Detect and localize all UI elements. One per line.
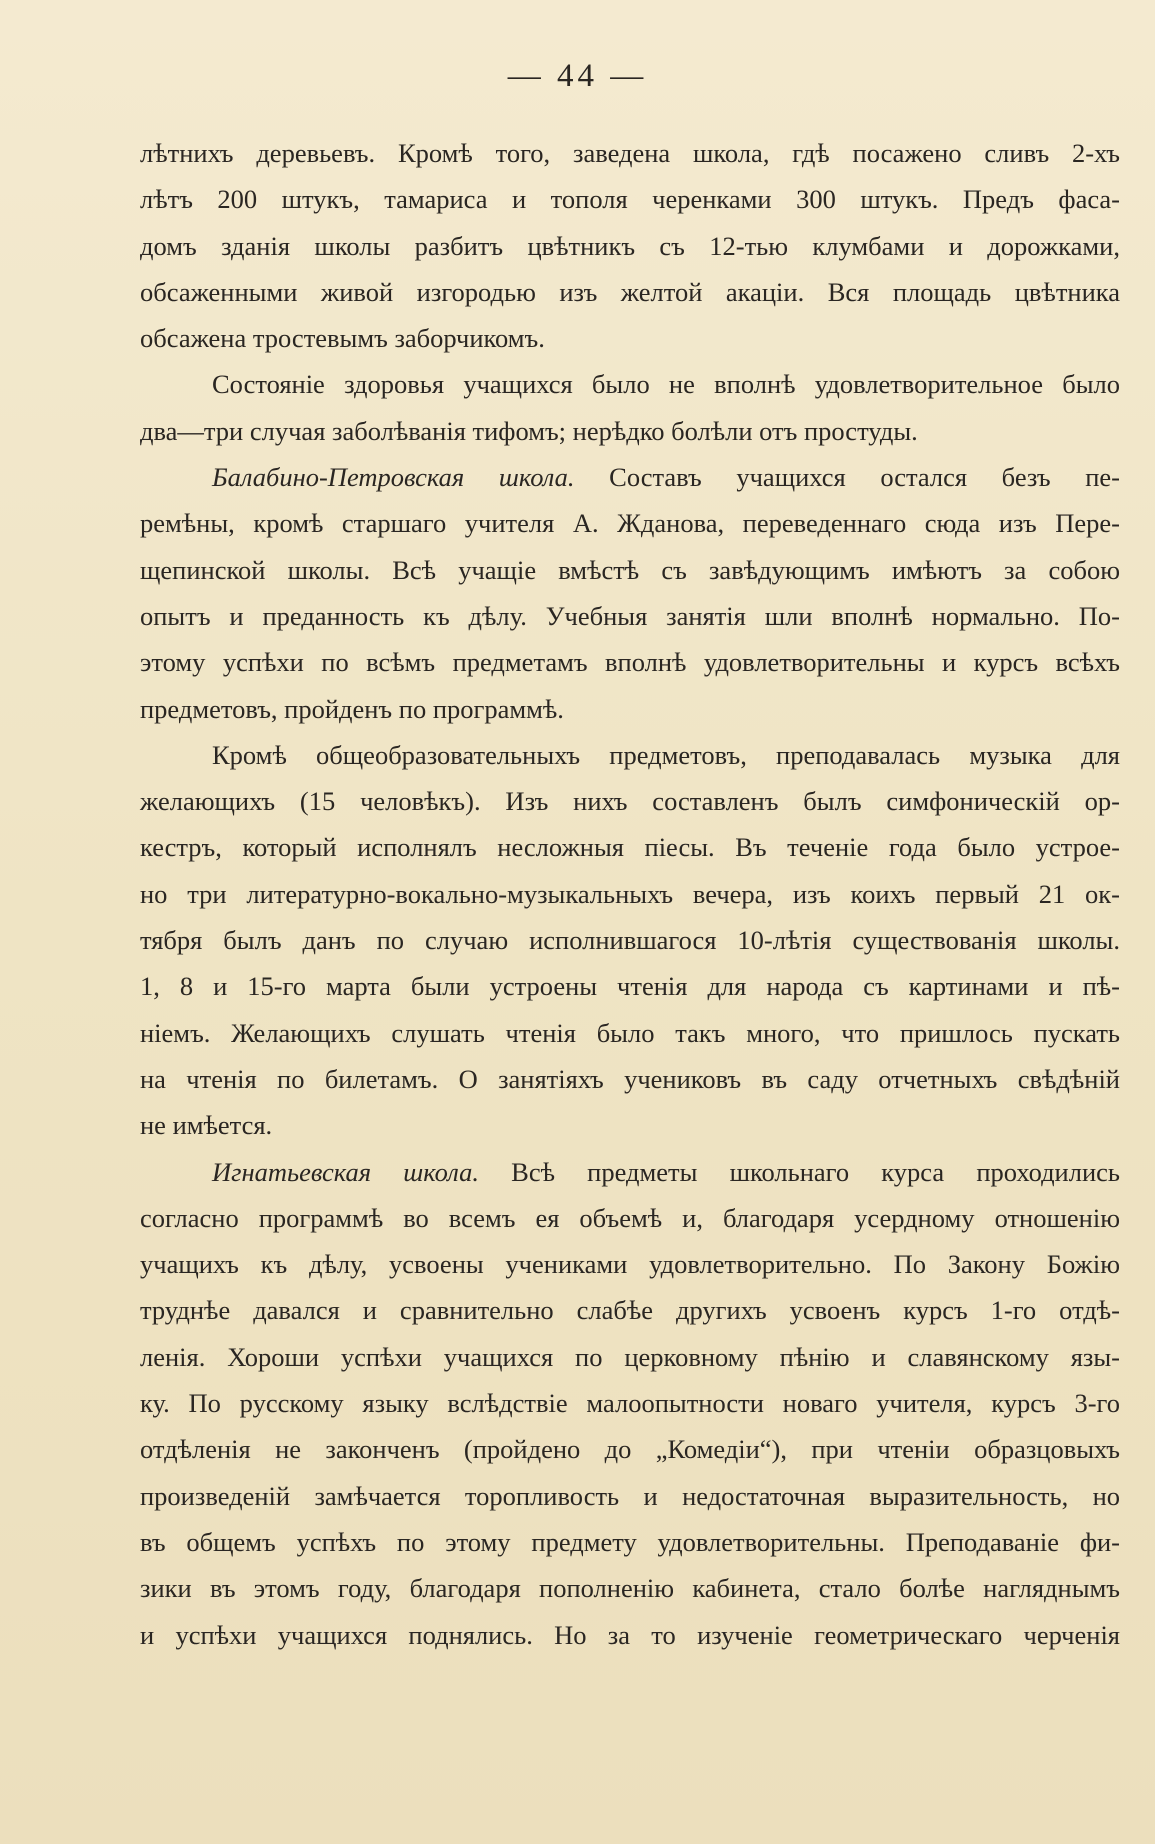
text-line [140, 1010, 1120, 1056]
line-text: Кромѣ общеобразовательныхъ предметовъ, преподавалась музыка для [212, 739, 1120, 770]
text-line [140, 1056, 1120, 1102]
line-text: желающихъ (15 человѣкъ). Изъ нихъ составленъ былъ симфоническій ор- [140, 786, 1120, 817]
text-line [140, 1473, 1120, 1519]
line-text: Всѣ предметы школьнаго курса проходились [478, 1156, 1120, 1187]
school-name-heading: Балабино-Петровская школа. [212, 462, 575, 493]
line-text: не имѣется. [140, 1110, 273, 1141]
text-line [140, 1195, 1120, 1241]
text-line [140, 1519, 1120, 1565]
text-line [140, 500, 1120, 546]
text-line [140, 1380, 1120, 1426]
line-text: ремѣны, кромѣ старшаго учителя А. Жданова, переведеннаго сюда изъ Пере- [140, 508, 1120, 539]
body-text [140, 130, 1120, 1658]
line-text: согласно программѣ во всемъ ея объемѣ и, благодаря усердному отношенію [140, 1202, 1120, 1233]
text-line [140, 408, 1120, 454]
line-text: лѣтнихъ деревьевъ. Кромѣ того, заведена школа, гдѣ посажено сливъ 2-хъ [140, 138, 1120, 168]
text-line [140, 1334, 1120, 1380]
line-text: зики въ этомъ году, благодаря пополненію кабинета, стало болѣе нагляднымъ [140, 1573, 1120, 1604]
line-text: предметовъ, пройденъ по программѣ. [140, 693, 564, 724]
line-text: щепинской школы. Всѣ учащіе вмѣстѣ съ завѣдующимъ имѣютъ за собою [140, 554, 1120, 585]
line-text: опытъ и преданность къ дѣлу. Учебныя занятія шли вполнѣ нормально. По- [140, 600, 1120, 631]
text-line [140, 454, 1120, 500]
line-text: и успѣхи учащихся поднялись. Но за то изученіе геометрическаго черченія [140, 1619, 1120, 1650]
text-line [140, 824, 1120, 870]
text-line [140, 130, 1120, 176]
text-line [140, 1287, 1120, 1333]
text-line [140, 223, 1120, 269]
line-text: отдѣленія не законченъ (пройдено до „Комедіи“), при чтеніи образцовыхъ [140, 1434, 1120, 1465]
text-line [140, 1426, 1120, 1472]
page-number: — 44 — [507, 58, 648, 94]
line-text: этому успѣхи по всѣмъ предметамъ вполнѣ удовлетворительны и курсъ всѣхъ [140, 647, 1120, 678]
text-line [140, 315, 1120, 361]
school-name-heading: Игнатьевская школа. [212, 1156, 479, 1187]
line-text: 1, 8 и 15-го марта были устроены чтенія для народа съ картинами и пѣ- [140, 971, 1120, 1002]
line-text: Составъ учащихся остался безъ пе- [574, 462, 1120, 493]
text-line [140, 361, 1120, 407]
line-text: ніемъ. Желающихъ слушать чтенія было такъ много, что пришлось пускать [140, 1017, 1120, 1048]
line-text: учащихъ къ дѣлу, усвоены учениками удовлетворительно. По Закону Божію [140, 1249, 1120, 1280]
text-line [140, 1102, 1120, 1148]
text-line [140, 547, 1120, 593]
line-text: въ общемъ успѣхъ по этому предмету удовлетворительны. Преподаваніе фи- [140, 1526, 1120, 1557]
text-line [140, 686, 1120, 732]
text-line [140, 269, 1120, 315]
line-text: ленія. Хороши успѣхи учащихся по церковному пѣнію и славянскому язы- [140, 1341, 1120, 1372]
text-line [140, 1241, 1120, 1287]
text-line [140, 593, 1120, 639]
text-line [140, 732, 1120, 778]
line-text: труднѣе давался и сравнительно слабѣе другихъ усвоенъ курсъ 1-го отдѣ- [140, 1295, 1120, 1326]
line-text: обсажена тростевымъ заборчикомъ. [140, 323, 545, 354]
line-text: на чтенія по билетамъ. О занятіяхъ учениковъ въ саду отчетныхъ свѣдѣній [140, 1063, 1120, 1094]
line-text: Состояніе здоровья учащихся было не вполнѣ удовлетворительное было [212, 369, 1120, 400]
line-text: домъ зданія школы разбитъ цвѣтникъ съ 12-тью клумбами и дорожками, [140, 230, 1120, 261]
line-text: произведеній замѣчается торопливость и недостаточная выразительность, но [140, 1480, 1120, 1511]
text-line [140, 871, 1120, 917]
line-text: кестръ, который исполнялъ несложныя піесы. Въ теченіе года было устрое- [140, 832, 1120, 863]
line-text: два—три случая заболѣванія тифомъ; нерѣдко болѣли отъ простуды. [140, 415, 918, 446]
line-text: лѣтъ 200 штукъ, тамариса и тополя черенками 300 штукъ. Предъ фаса- [140, 184, 1120, 215]
text-line [140, 917, 1120, 963]
text-line [140, 1612, 1120, 1658]
text-line [140, 1149, 1120, 1195]
text-line [140, 639, 1120, 685]
line-text: ку. По русскому языку вслѣдствіе малоопытности новаго учителя, курсъ 3-го [140, 1388, 1120, 1419]
text-line [140, 778, 1120, 824]
line-text: обсаженными живой изгородью изъ желтой акаціи. Вся площадь цвѣтника [140, 276, 1120, 307]
text-line [140, 1565, 1120, 1611]
text-line [140, 176, 1120, 222]
text-line [140, 963, 1120, 1009]
line-text: тября былъ данъ по случаю исполнившагося 10-лѣтія существованія школы. [140, 925, 1120, 956]
line-text: но три литературно-вокально-музыкальныхъ вечера, изъ коихъ первый 21 ок- [140, 878, 1120, 909]
